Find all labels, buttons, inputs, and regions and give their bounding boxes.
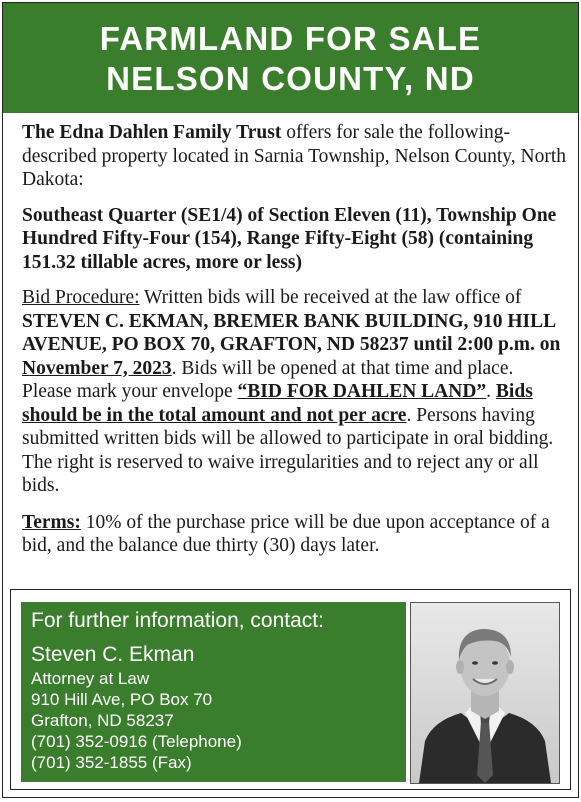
intro-paragraph [22, 121, 568, 192]
envelope-marking: “BID FOR DAHLEN LAND” [237, 381, 487, 402]
terms-text: 10% of the purchase price will be due upon acceptance of a bid, and the balance due thirty (30) days later. [22, 511, 550, 556]
intro-text: offers for sale the following-described property located in Sarnia Township, Nelson County, North Dakota: [22, 122, 566, 190]
bid-procedure-text-3: . [486, 381, 496, 402]
contact-footer [10, 589, 571, 790]
bid-procedure-label: Bid Procedure: [22, 287, 140, 308]
law-office-address: STEVEN C. EKMAN, BREMER BANK BUILDING, 910 HILL AVENUE, PO BOX 70, GRAFTON, ND 58237 until 2:00 p.m. on [22, 310, 561, 355]
terms-paragraph [22, 511, 568, 558]
terms-label: Terms: [22, 511, 81, 533]
trust-name: The Edna Dahlen Family Trust [22, 122, 282, 143]
contact-box [21, 602, 406, 782]
bid-procedure-text-4: . Persons having submitted written bids will be allowed to participate in oral bidding. The right is reserved to waive irregularities and to reject any or all bids. [22, 404, 554, 496]
contact-name: Steven C. Ekman [31, 643, 195, 666]
attorney-portrait [410, 602, 560, 784]
total-amount-note: Bids should be in the total amount and not per acre [22, 381, 533, 426]
contact-title: Attorney at Law [31, 669, 150, 688]
legal-notice-ad [2, 2, 579, 798]
headline-line-2: NELSON COUNTY, ND [106, 60, 475, 97]
header-banner [3, 3, 578, 113]
bid-procedure-paragraph [22, 286, 568, 498]
contact-address-2: Grafton, ND 58237 [31, 711, 174, 730]
contact-heading: For further information, contact: [31, 609, 324, 632]
contact-phone: (701) 352-0916 (Telephone) [31, 732, 242, 751]
bid-procedure-text-2: . Bids will be opened at that time and place. Please mark your envelope [22, 357, 514, 402]
contact-fax: (701) 352-1855 (Fax) [31, 753, 192, 772]
bid-deadline-date: November 7, 2023 [22, 357, 172, 379]
headline-line-1: FARMLAND FOR SALE [99, 20, 482, 57]
notice-body [22, 121, 568, 558]
portrait-illustration [411, 603, 559, 783]
contact-address-1: 910 Hill Ave, PO Box 70 [31, 690, 213, 709]
bid-procedure-text-1: Written bids will be received at the law office of [139, 287, 522, 308]
legal-description: Southeast Quarter (SE1/4) of Section Eleven (11), Township One Hundred Fifty-Four (154), Range Fifty-Eight (58) (containing 151.32 tillable acres, more or less) [22, 204, 557, 273]
